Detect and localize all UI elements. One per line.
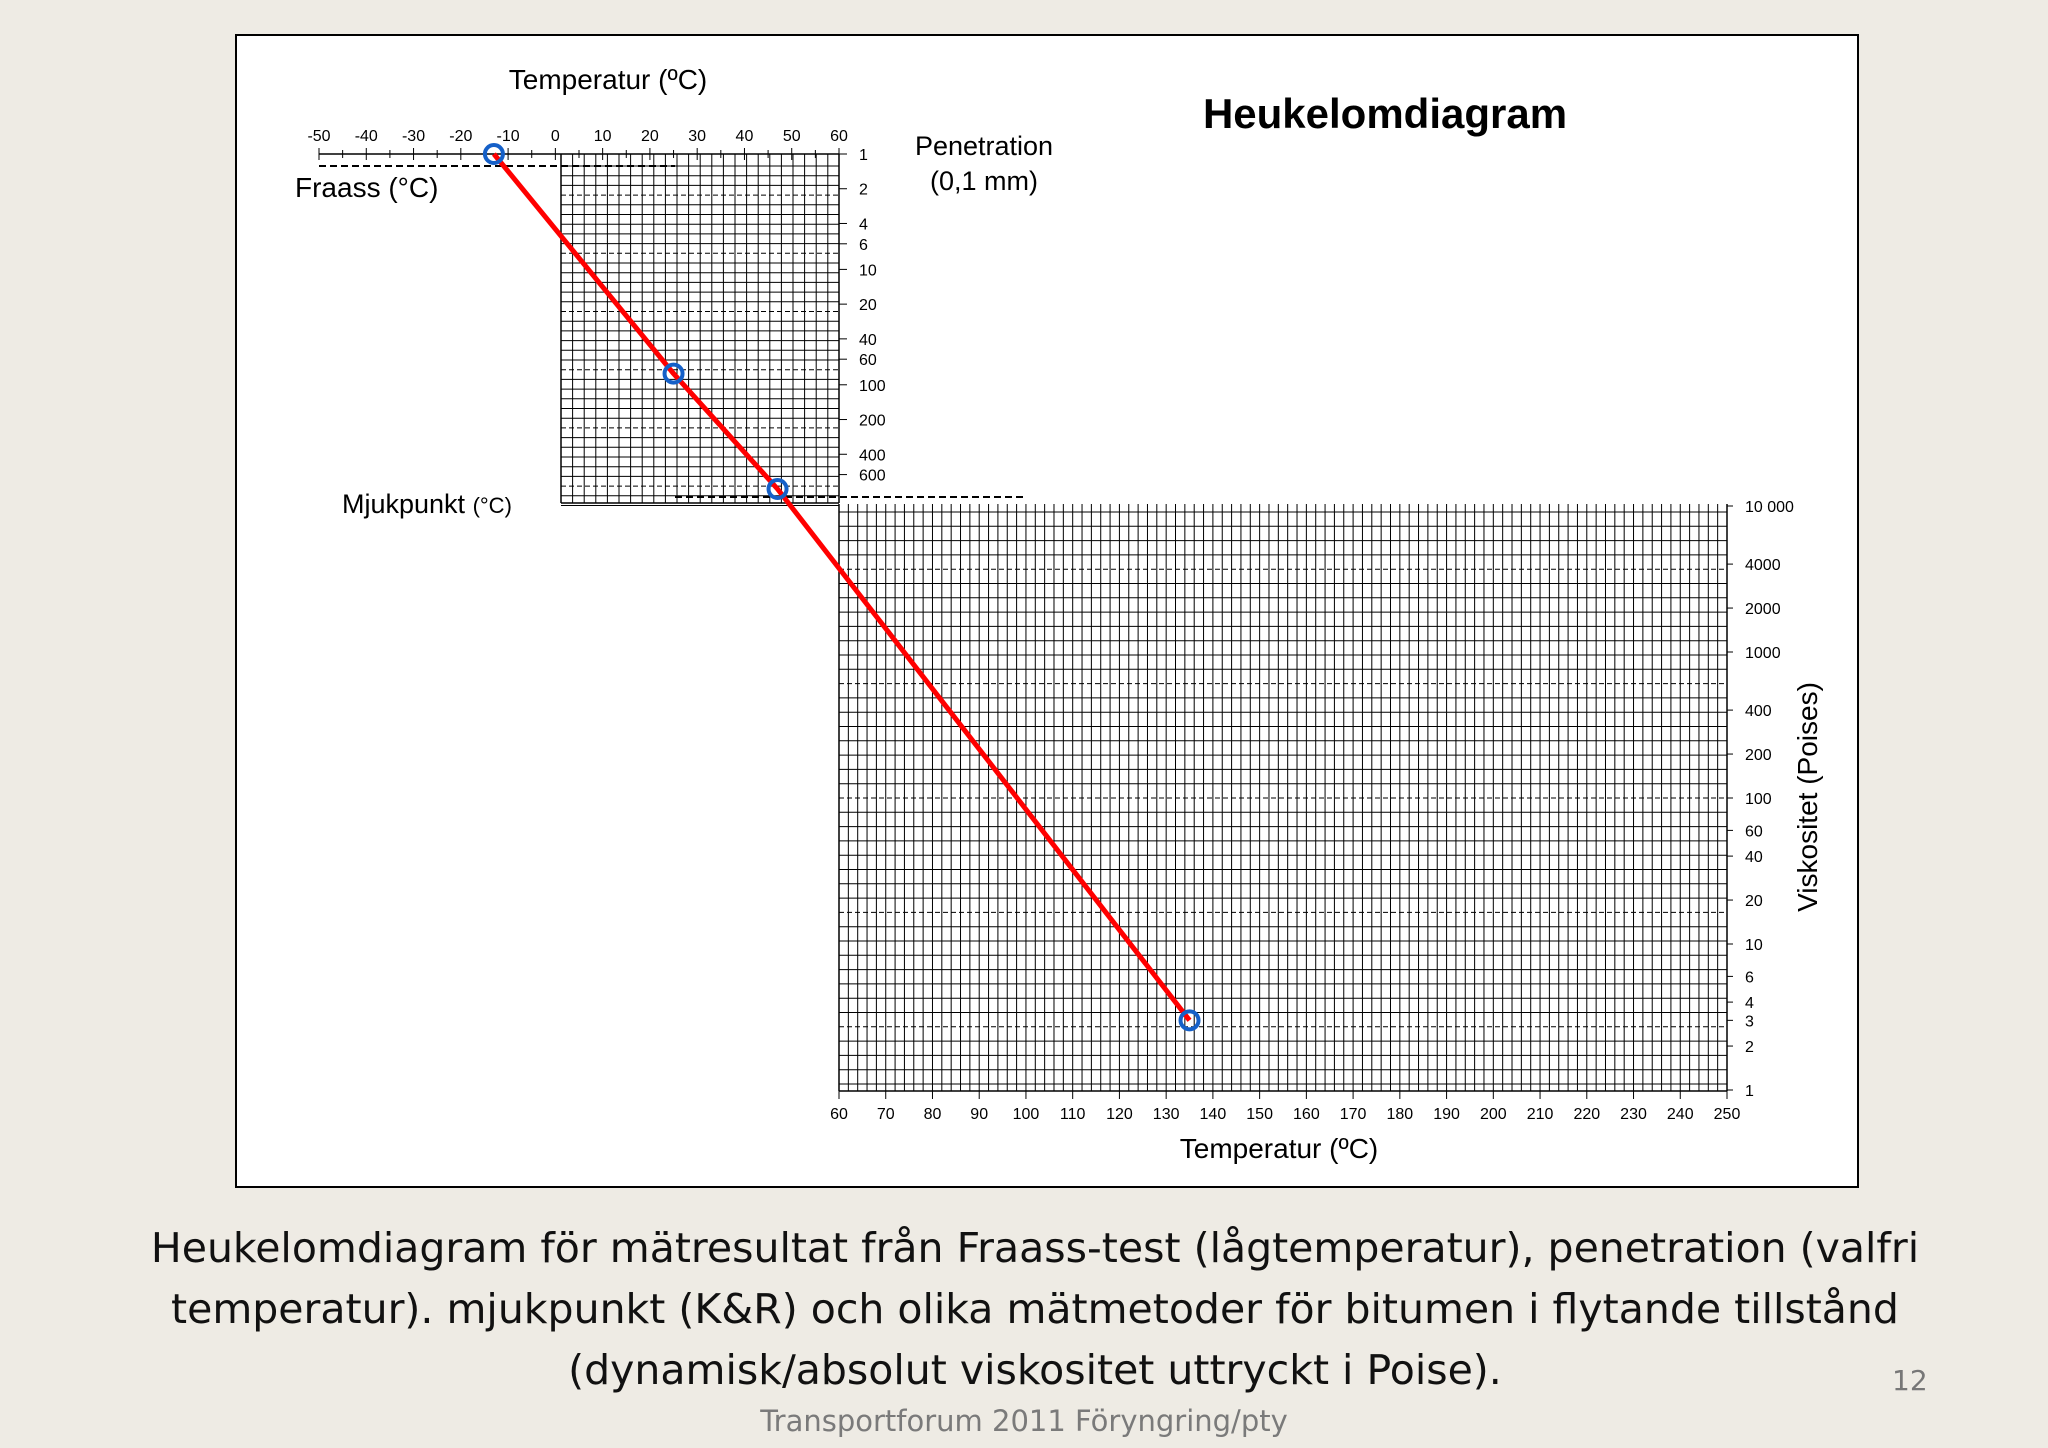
visc-axis-tick-label: 20 (1745, 893, 1763, 911)
bottom-axis-tick-label: 140 (1199, 1106, 1227, 1123)
visc-axis-tick-label: 4 (1745, 995, 1754, 1013)
caption-line-1: Heukelomdiagram för mätresultat från Fraass-test (lågtemperatur), penetration (valfri (150, 1224, 1920, 1272)
bottom-axis-label: Temperatur (ºC) (1179, 1133, 1379, 1164)
chart-title: Heukelomdiagram (1202, 90, 1568, 137)
penetration-axis-label: Penetration (914, 131, 1054, 161)
penetration-axis-unit: (0,1 mm) (930, 166, 1038, 196)
pen-axis-tick-label: 400 (859, 447, 886, 465)
bottom-axis-tick-label: 220 (1573, 1106, 1601, 1123)
slide-caption (110, 1218, 1960, 1401)
page-number: 12 (1892, 1364, 1928, 1397)
data-point-viskositet (1181, 1011, 1199, 1029)
top-axis-tick-label: 20 (641, 128, 659, 145)
slide-footer: Transportforum 2011 Föryngring/pty (760, 1404, 1288, 1438)
visc-axis-tick-label: 10 000 (1745, 499, 1794, 516)
bottom-axis-tick-label: 70 (876, 1106, 895, 1123)
pen-axis-tick-label: 10 (859, 262, 877, 280)
bottom-axis-tick-label: 250 (1713, 1106, 1741, 1123)
top-axis-tick-label: 40 (735, 128, 754, 145)
bottom-axis-tick-label: 120 (1106, 1106, 1133, 1123)
visc-axis-tick-label: 4000 (1745, 557, 1781, 575)
bottom-axis-tick-label: 80 (923, 1106, 942, 1123)
heukelom-chart (237, 36, 1857, 1186)
top-axis-tick-label: 0 (550, 128, 560, 145)
pen-axis-tick-label: 600 (859, 467, 886, 485)
bottom-axis-tick-label: 160 (1293, 1106, 1320, 1123)
bottom-axis-tick-label: 110 (1059, 1106, 1086, 1123)
pen-axis-tick-label: 4 (859, 216, 868, 234)
bottom-axis-tick-label: 190 (1433, 1106, 1460, 1123)
visc-axis-tick-label: 2 (1745, 1039, 1754, 1057)
chart-frame (235, 34, 1859, 1188)
visc-axis-tick-label: 1000 (1745, 645, 1781, 662)
visc-axis-tick-label: 100 (1745, 791, 1772, 808)
visc-axis-tick-label: 6 (1745, 969, 1754, 987)
visc-axis-tick-label: 1 (1745, 1083, 1754, 1100)
bottom-axis-tick-label: 240 (1666, 1106, 1694, 1123)
top-axis-tick-label: 30 (688, 128, 707, 145)
top-axis-tick-label: -40 (354, 128, 378, 145)
caption-line-2: temperatur). mjukpunkt (K&R) och olika mätmetoder för bitumen i flytande tillstånd (171, 1285, 1899, 1333)
bottom-axis-tick-label: 130 (1152, 1106, 1180, 1123)
pen-axis-tick-label: 1 (859, 147, 868, 164)
visc-axis-tick-label: 10 (1745, 937, 1763, 954)
viscosity-axis-label: Viskositet (Poises) (1792, 682, 1823, 912)
top-axis-tick-label: -10 (496, 128, 520, 145)
pen-axis-tick-label: 200 (859, 412, 886, 430)
pen-axis-tick-label: 2 (859, 181, 868, 199)
visc-axis-tick-label: 60 (1745, 823, 1763, 841)
bottom-axis-tick-label: 170 (1339, 1106, 1367, 1123)
bottom-axis-tick-label: 210 (1526, 1106, 1554, 1123)
bottom-axis-tick-label: 150 (1246, 1106, 1273, 1123)
visc-axis-tick-label: 400 (1745, 703, 1772, 721)
bottom-axis-tick-label: 230 (1620, 1106, 1647, 1123)
top-axis-tick-label: -30 (401, 128, 426, 145)
fraass-label: Fraass (°C) (295, 172, 439, 203)
pen-axis-tick-label: 100 (859, 377, 886, 395)
pen-axis-tick-label: 20 (859, 297, 877, 315)
bottom-axis-tick-label: 180 (1386, 1106, 1414, 1123)
top-axis-tick-label: -50 (307, 128, 331, 145)
series-line (494, 154, 1190, 1020)
visc-axis-tick-label: 200 (1745, 747, 1772, 765)
pen-axis-tick-label: 40 (859, 331, 877, 349)
mjukpunkt-unit: (°C) (472, 493, 512, 518)
visc-axis-tick-label: 3 (1745, 1013, 1754, 1031)
top-axis-label: Temperatur (ºC) (508, 64, 708, 95)
bottom-axis-tick-label: 200 (1479, 1106, 1507, 1123)
pen-axis-tick-label: 6 (859, 236, 868, 254)
bottom-axis-tick-label: 100 (1012, 1106, 1040, 1123)
top-axis-tick-label: 60 (830, 128, 848, 145)
top-axis-tick-label: 10 (593, 128, 612, 145)
visc-axis-tick-label: 2000 (1745, 601, 1781, 619)
top-axis-tick-label: 50 (782, 128, 801, 145)
top-axis-tick-label: -20 (449, 128, 473, 145)
pen-axis-tick-label: 60 (859, 352, 877, 370)
bottom-axis-tick-label: 90 (970, 1106, 989, 1123)
caption-line-3: (dynamisk/absolut viskositet uttryckt i Poise). (568, 1346, 1502, 1394)
mjukpunkt-label: Mjukpunkt (°C) (342, 489, 512, 519)
visc-axis-tick-label: 40 (1745, 849, 1763, 867)
bottom-axis-tick-label: 60 (830, 1106, 848, 1123)
